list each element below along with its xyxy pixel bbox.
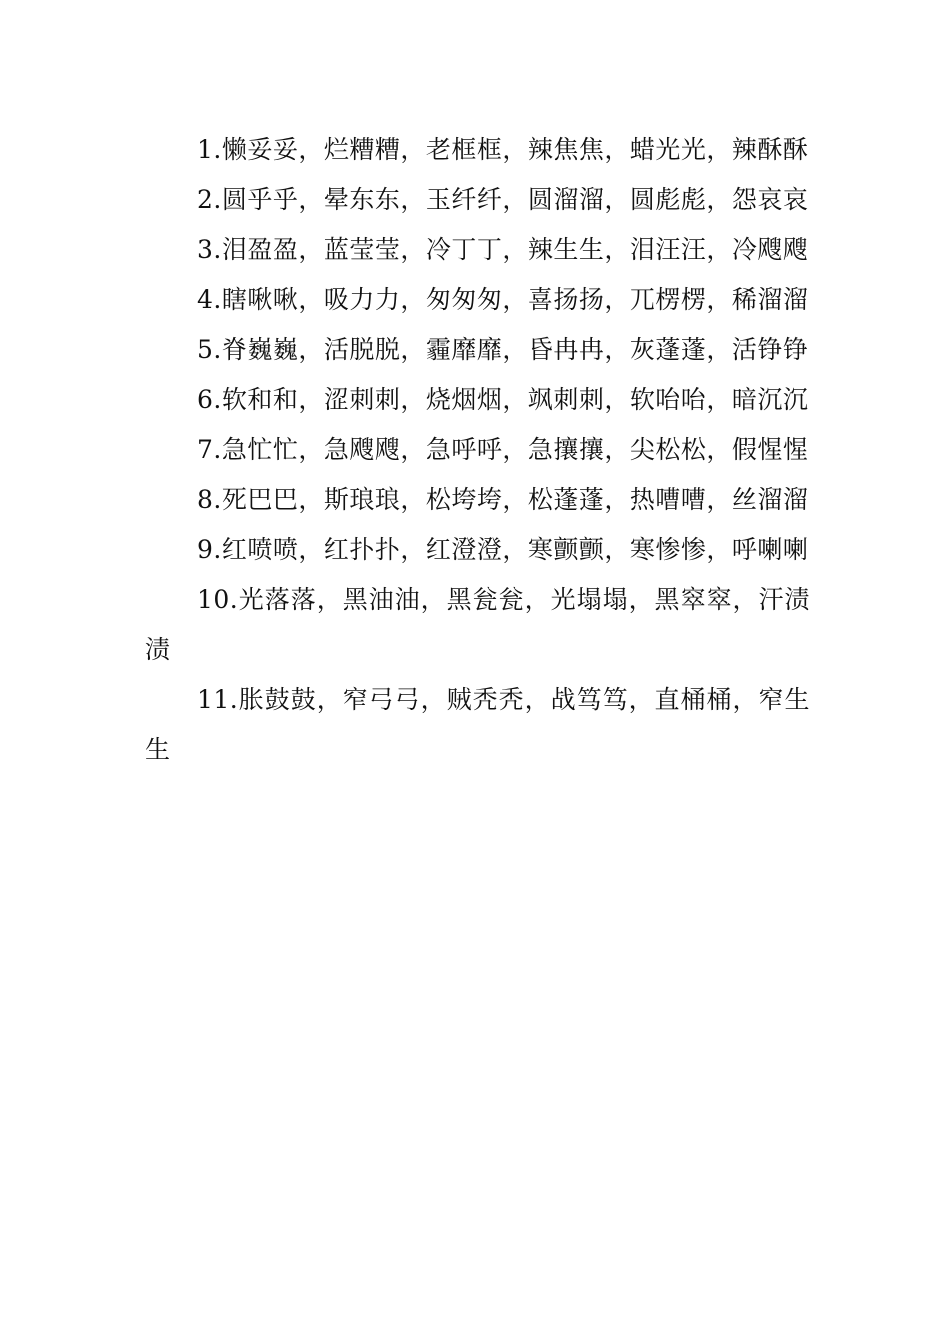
list-item: 6.软和和，涩刺刺，烧烟烟，飒刺刺，软咍咍，暗沉沉: [197, 385, 809, 414]
list-item: 4.瞎啾啾，吸力力，匆匆匆，喜扬扬，兀楞楞，稀溜溜: [197, 285, 809, 314]
list-item: 8.死巴巴，斯琅琅，松垮垮，松蓬蓬，热嘈嘈，丝溜溜: [197, 485, 809, 514]
list-item: 10.光落落，黑油油，黑瓮瓮，光塌塌，黑窣窣，汗渍渍: [145, 585, 810, 664]
list-item: 1.懒妥妥，烂糟糟，老框框，辣焦焦，蜡光光，辣酥酥: [197, 135, 809, 164]
list-item: 7.急忙忙，急飕飕，急呼呼，急攘攘，尖松松，假惺惺: [197, 435, 809, 464]
word-list: [145, 125, 810, 775]
list-item: 9.红喷喷，红扑扑，红澄澄，寒颤颤，寒惨惨，呼喇喇: [197, 535, 809, 564]
list-item: 3.泪盈盈，蓝莹莹，冷丁丁，辣生生，泪汪汪，冷飕飕: [197, 235, 809, 264]
list-item: 2.圆乎乎，晕东东，玉纤纤，圆溜溜，圆彪彪，怨哀哀: [197, 185, 809, 214]
list-item: 11.胀鼓鼓，窄弓弓，贼秃秃，战笃笃，直桶桶，窄生生: [145, 685, 810, 764]
list-item: 5.脊巍巍，活脱脱，霾靡靡，昏冉冉，灰蓬蓬，活铮铮: [197, 335, 809, 364]
